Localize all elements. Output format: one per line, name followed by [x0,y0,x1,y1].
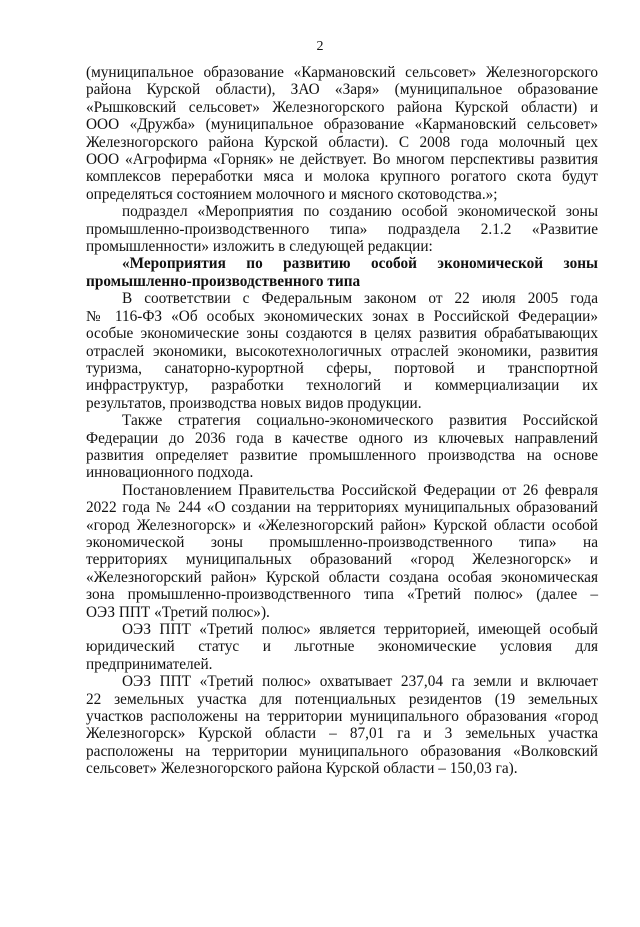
text-line: ОЭЗ ППТ «Третий полюс» является территорией, имеющей особый [122,621,598,638]
text-line: промышленности» изложить в следующей редакции: [86,238,433,256]
text-line: определяться состоянием молочного и мясного скотоводства.»; [86,185,498,203]
text-line: «Мероприятия по развитию особой экономической зоны [122,255,598,273]
text-line: особые экономические зоны создаются в целях развития обрабатывающих [86,325,598,343]
paragraph [86,673,598,777]
text-line: участков расположены на территории муниципального образования «город [86,708,598,726]
paragraph [86,621,598,673]
text-line: ООО «Агрофирма «Горняк» не действует. Во многом перспективы развития [86,151,598,169]
text-line: ОЭЗ ППТ «Третий полюс» охватывает 237,04 га земли и включает [122,673,598,691]
text-line: «Железногорский район» Курской области создана особая экономическая [86,568,598,586]
text-line: комплексов переработки мяса и молока крупного рогатого скота будут [86,168,598,186]
text-line: промышленно-производственного типа» подраздела 2.1.2 «Развитие [86,220,598,238]
text-line: (муниципальное образование «Кармановский сельсовет» Железногорского [86,64,598,81]
text-line: результатов, производства новых видов продукции. [86,394,422,412]
text-line: предпринимателей. [86,655,213,673]
text-line: Федерации до 2036 года в качестве одного из ключевых направлений [86,429,598,447]
text-line: 2022 года № 244 «О создании на территориях муниципальных образований [86,499,598,517]
text-line: зона промышленно-производственного типа «Третий полюс» (далее – [86,586,598,604]
paragraph [86,203,598,255]
text-line: «город Железногорск» и «Железногорский район» Курской области особой [86,516,598,534]
paragraph [86,482,598,621]
text-line: территориях муниципальных образований «город Железногорск» и [86,551,598,569]
text-line: «Рышковский сельсовет» Железногорского района Курской области) и [86,98,598,116]
text-line: расположены на территории муниципального образования «Волковский [86,742,598,760]
text-line: туризма, санаторно-курортной сферы, портовой и транспортной [86,359,598,377]
paragraph [86,64,598,203]
text-line: района Курской области), ЗАО «Заря» (муниципальное образование [86,81,598,99]
text-line: подраздел «Мероприятия по созданию особой экономической зоны [122,203,598,221]
text-line: В соответствии с Федеральным законом от 22 июля 2005 года [122,290,598,308]
text-line: ООО «Дружба» (муниципальное образование «Кармановский сельсовет» [86,116,598,134]
text-line: Также стратегия социально-экономического развития Российской [122,412,598,430]
body-text [86,64,598,778]
paragraph [86,290,598,412]
text-line: Постановлением Правительства Российской Федерации от 26 февраля [122,481,598,499]
paragraph [86,412,598,482]
text-line: Железногорск» Курской области – 87,01 га и 3 земельных участка [86,725,598,743]
text-line: № 116-ФЗ «Об особых экономических зонах в Российской Федерации» [86,307,598,325]
text-line: промышленно-производственного типа [86,272,361,290]
text-line: сельсовет» Железногорского района Курской области – 150,03 га). [86,760,518,778]
text-line: развития определяет развитие промышленного производства на основе [86,446,598,464]
text-line: отраслей экономики, высокотехнологичных отраслей экономики, развития [86,342,598,360]
text-line: экономической зоны промышленно-производственного типа» на [86,533,598,551]
text-line: ОЭЗ ППТ «Третий полюс»). [86,603,270,621]
page-number: 2 [316,39,324,54]
text-line: инфраструктур, разработки технологий и коммерциализации их [86,377,598,395]
text-line: Железногорского района Курской области). С 2008 года молочный цех [86,133,598,151]
text-line: юридический статус и льготные экономические условия для [86,638,598,656]
text-line: инновационного подхода. [86,464,254,482]
text-line: 22 земельных участка для потенциальных резидентов (19 земельных [86,690,598,708]
section-heading [86,255,598,290]
